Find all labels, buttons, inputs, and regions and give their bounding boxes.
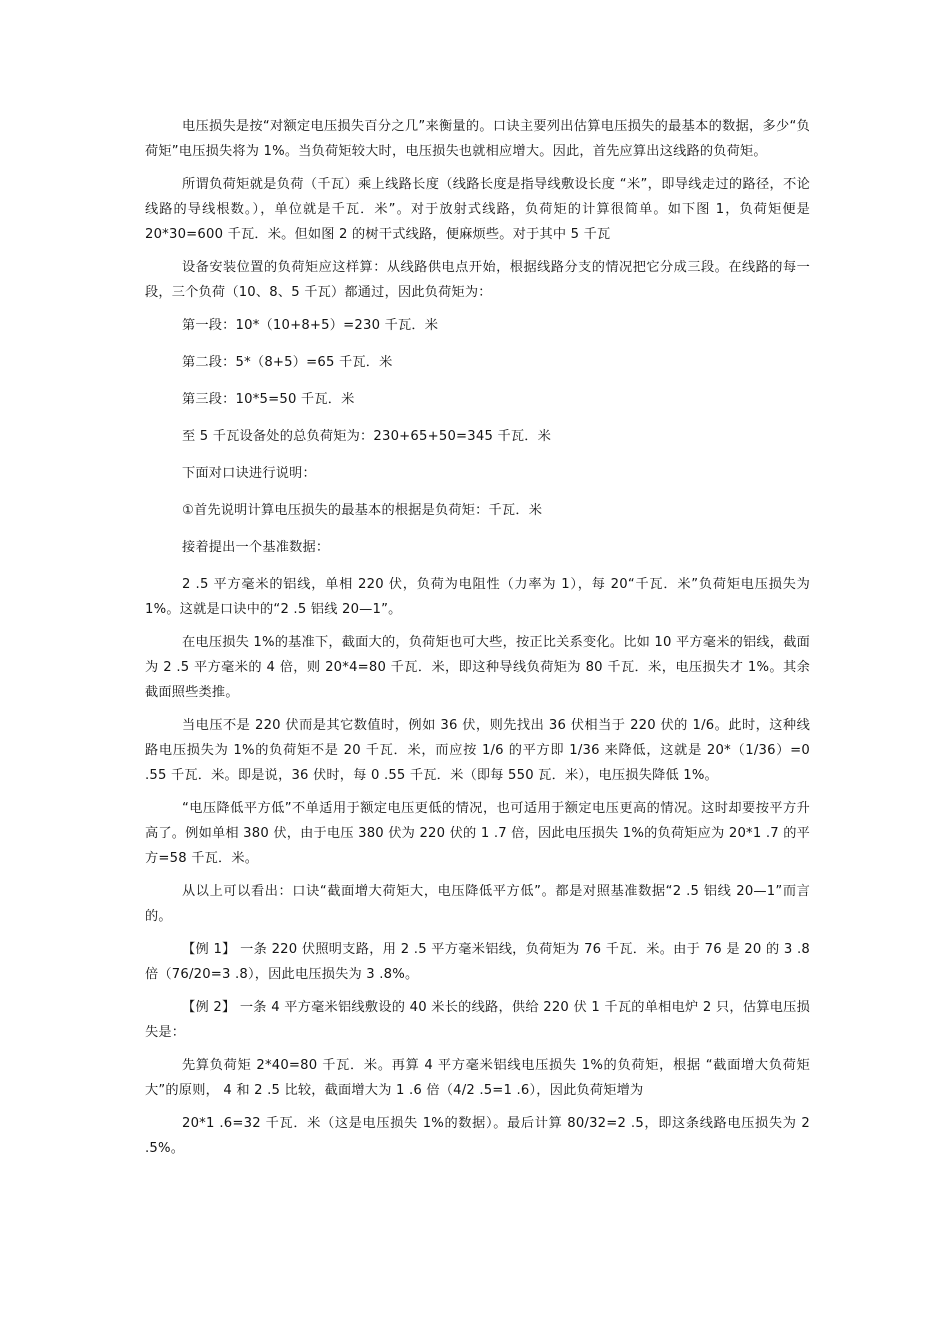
paragraph-explanation-heading: 下面对口诀进行说明： [182, 466, 316, 481]
calc-total: 至 5 千瓦设备处的总负荷矩为：230+65+50=345 千瓦．米 [182, 429, 552, 444]
paragraph-example-2-calc: 先算负荷矩 2*40=80 千瓦．米。再算 4 平方毫米铝线电压损失 1%的负荷矩，根据 “截面增大负荷矩大”的原则， 4 和 2 .5 比较，截面增大为 1 .6 倍（4/2 .5=1 .6），因此负荷矩增为 [145, 1058, 810, 1098]
paragraph-benchmark-heading: 接着提出一个基准数据： [182, 540, 330, 555]
document-page [145, 114, 810, 1169]
paragraph-load-moment-definition: 所谓负荷矩就是负荷（千瓦）乘上线路长度（线路长度是指导线敷设长度 “米”，即导线走过的路径，不论线路的导线根数。），单位就是千瓦．米”。对于放射式线路，负荷矩的计算很简单。如下图 1，负荷矩便是 20*30=600 千瓦．米。但如图 2 的树干式线路，便麻烦些。对于其中 5 千瓦 [145, 177, 810, 242]
paragraph-segment-method: 设备安装位置的负荷矩应这样算：从线路供电点开始，根据线路分支的情况把它分成三段。在线路的每一段，三个负荷（10、8、5 千瓦）都通过，因此负荷矩为： [145, 260, 810, 300]
paragraph-example-2-result: 20*1 .6=32 千瓦．米（这是电压损失 1%的数据）。最后计算 80/32=2 .5，即这条线路电压损失为 2 .5%。 [145, 1116, 810, 1156]
paragraph-voltage-lower: 当电压不是 220 伏而是其它数值时，例如 36 伏，则先找出 36 伏相当于 220 伏的 1/6。此时，这种线路电压损失为 1%的负荷矩不是 20 千瓦．米，而应按 1/6 的平方即 1/36 来降低，这就是 20*（1/36）=0 .55 千瓦．米。即是说，36 伏时，每 0 .55 千瓦．米（即每 550 瓦．米），电压损失降低 1%。 [145, 718, 810, 783]
paragraph-example-2: 【例 2】 一条 4 平方毫米铝线敷设的 40 米长的线路，供给 220 伏 1 千瓦的单相电炉 2 只，估算电压损失是： [145, 1000, 810, 1040]
paragraph-example-1: 【例 1】 一条 220 伏照明支路，用 2 .5 平方毫米铝线，负荷矩为 76 千瓦．米。由于 76 是 20 的 3 .8 倍（76/20=3 .8），因此电压损失为 3 .8%。 [145, 942, 810, 982]
paragraph-cross-section: 在电压损失 1%的基准下，截面大的，负荷矩也可大些，按正比关系变化。比如 10 平方毫米的铝线，截面为 2 .5 平方毫米的 4 倍，则 20*4=80 千瓦．米，即这种导线负荷矩为 80 千瓦．米，电压损失才 1%。其余截面照些类推。 [145, 635, 810, 700]
paragraph-intro: 电压损失是按“对额定电压损失百分之几”来衡量的。口诀主要列出估算电压损失的最基本的数据，多少“负荷矩”电压损失将为 1%。当负荷矩较大时，电压损失也就相应增大。因此，首先应算出这线路的负荷矩。 [145, 119, 810, 159]
calc-segment-3: 第三段：10*5=50 千瓦．米 [182, 392, 355, 407]
paragraph-benchmark: 2 .5 平方毫米的铝线，单相 220 伏，负荷为电阻性（力率为 1），每 20“千瓦．米”负荷矩电压损失为 1%。这就是口诀中的“2 .5 铝线 20—1”。 [145, 577, 810, 617]
paragraph-voltage-higher: “电压降低平方低”不单适用于额定电压更低的情况，也可适用于额定电压更高的情况。这时却要按平方升高了。例如单相 380 伏，由于电压 380 伏为 220 伏的 1 .7 倍，因此电压损失 1%的负荷矩应为 20*1 .7 的平方=58 千瓦．米。 [145, 801, 810, 866]
paragraph-summary: 从以上可以看出：口诀“截面增大荷矩大，电压降低平方低”。都是对照基准数据“2 .5 铝线 20—1”而言的。 [145, 884, 810, 924]
paragraph-basis: ①首先说明计算电压损失的最基本的根据是负荷矩：千瓦．米 [182, 503, 543, 518]
calc-segment-2: 第二段：5*（8+5）=65 千瓦．米 [182, 355, 393, 370]
calc-segment-1: 第一段：10*（10+8+5）=230 千瓦．米 [182, 318, 439, 333]
